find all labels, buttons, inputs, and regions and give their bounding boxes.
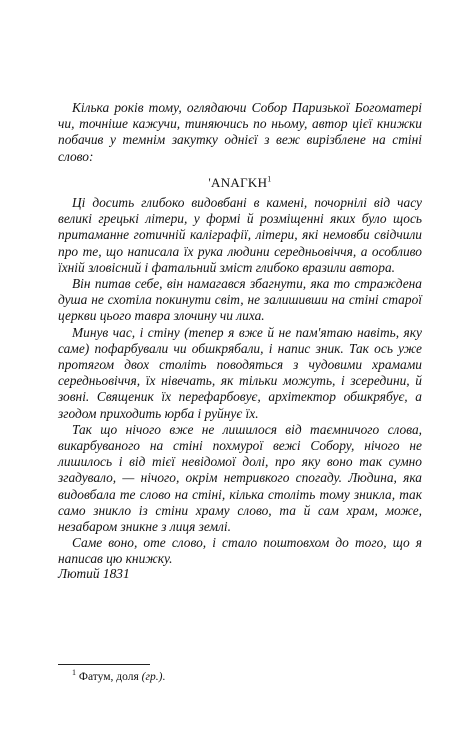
paragraph-4: Так що нічого вже не лишилося від таємничого слова, викарбуваного на стіні похмурої вежі Собору, нічого не лишилось і від тієї невідомої долі, про яку воно так сумно згадувало, — нічого, окрім нетривкого спогаду. Людина, яка видовбала те слово на стіні, кілька століть тому зникла, так само зникло із стіни храму слово, та й сам храм, може, незабаром зникне з лиця землі. <box>58 421 422 535</box>
footnote <box>72 668 166 683</box>
footnote-marker: 1 <box>72 668 76 678</box>
paragraph-2: Він питав себе, він намагався збагнути, яка то страждена душа не схотіла покинути світ, не залишивши на стіні старої церкви цього тавра злочину чи лиха. <box>58 276 422 324</box>
date-line: Лютий 1831 <box>58 566 130 581</box>
intro-paragraph <box>58 100 422 165</box>
heading-footnote-marker: 1 <box>267 174 272 184</box>
heading-word: 'ΑΝΑΓΚΗ <box>208 175 268 190</box>
intro-text: Кілька років тому, оглядаючи Собор Паризької Богоматері чи, точніше кажучи, тиняючись по ньому, автор цієї книжки побачив у темнім закутку однієї з веж вирізблене на стіні слово: <box>58 100 422 164</box>
paragraph-1: Ці досить глибоко видовбані в камені, почорнілі від часу великі грецькі літери, у формі й розміщенні яких було щось притаманне готичній каліграфії, літери, які немовби свідчили про те, що написала їх рука людини середньовіччя, а особливо їхній зловісний і фатальний зміст глибоко вразили автора. <box>58 195 422 275</box>
paragraph-3: Минув час, і стіну (тепер я вже й не пам'ятаю навіть, яку саме) пофарбували чи обшкрябали, і напис зник. Так ось уже протягом двох століть поводяться з чудовими храмами середньовіччя, їх нівечать, як тільки можуть, і зсередини, й зовні. Священик їх перефарбовує, архітектор обшкрябує, а згодом приходить юрба і руйнує їх. <box>58 324 422 421</box>
greek-word-heading <box>58 175 422 191</box>
footnote-divider <box>58 664 150 665</box>
footnote-tail: . <box>162 671 166 683</box>
paragraph-5: Саме воно, оте слово, і стало поштовхом до того, що я написав цю книжку. <box>58 535 422 567</box>
body-text <box>58 195 422 568</box>
footnote-text: Фатум, доля <box>76 671 142 683</box>
footnote-language-note: (гр.) <box>141 671 163 683</box>
